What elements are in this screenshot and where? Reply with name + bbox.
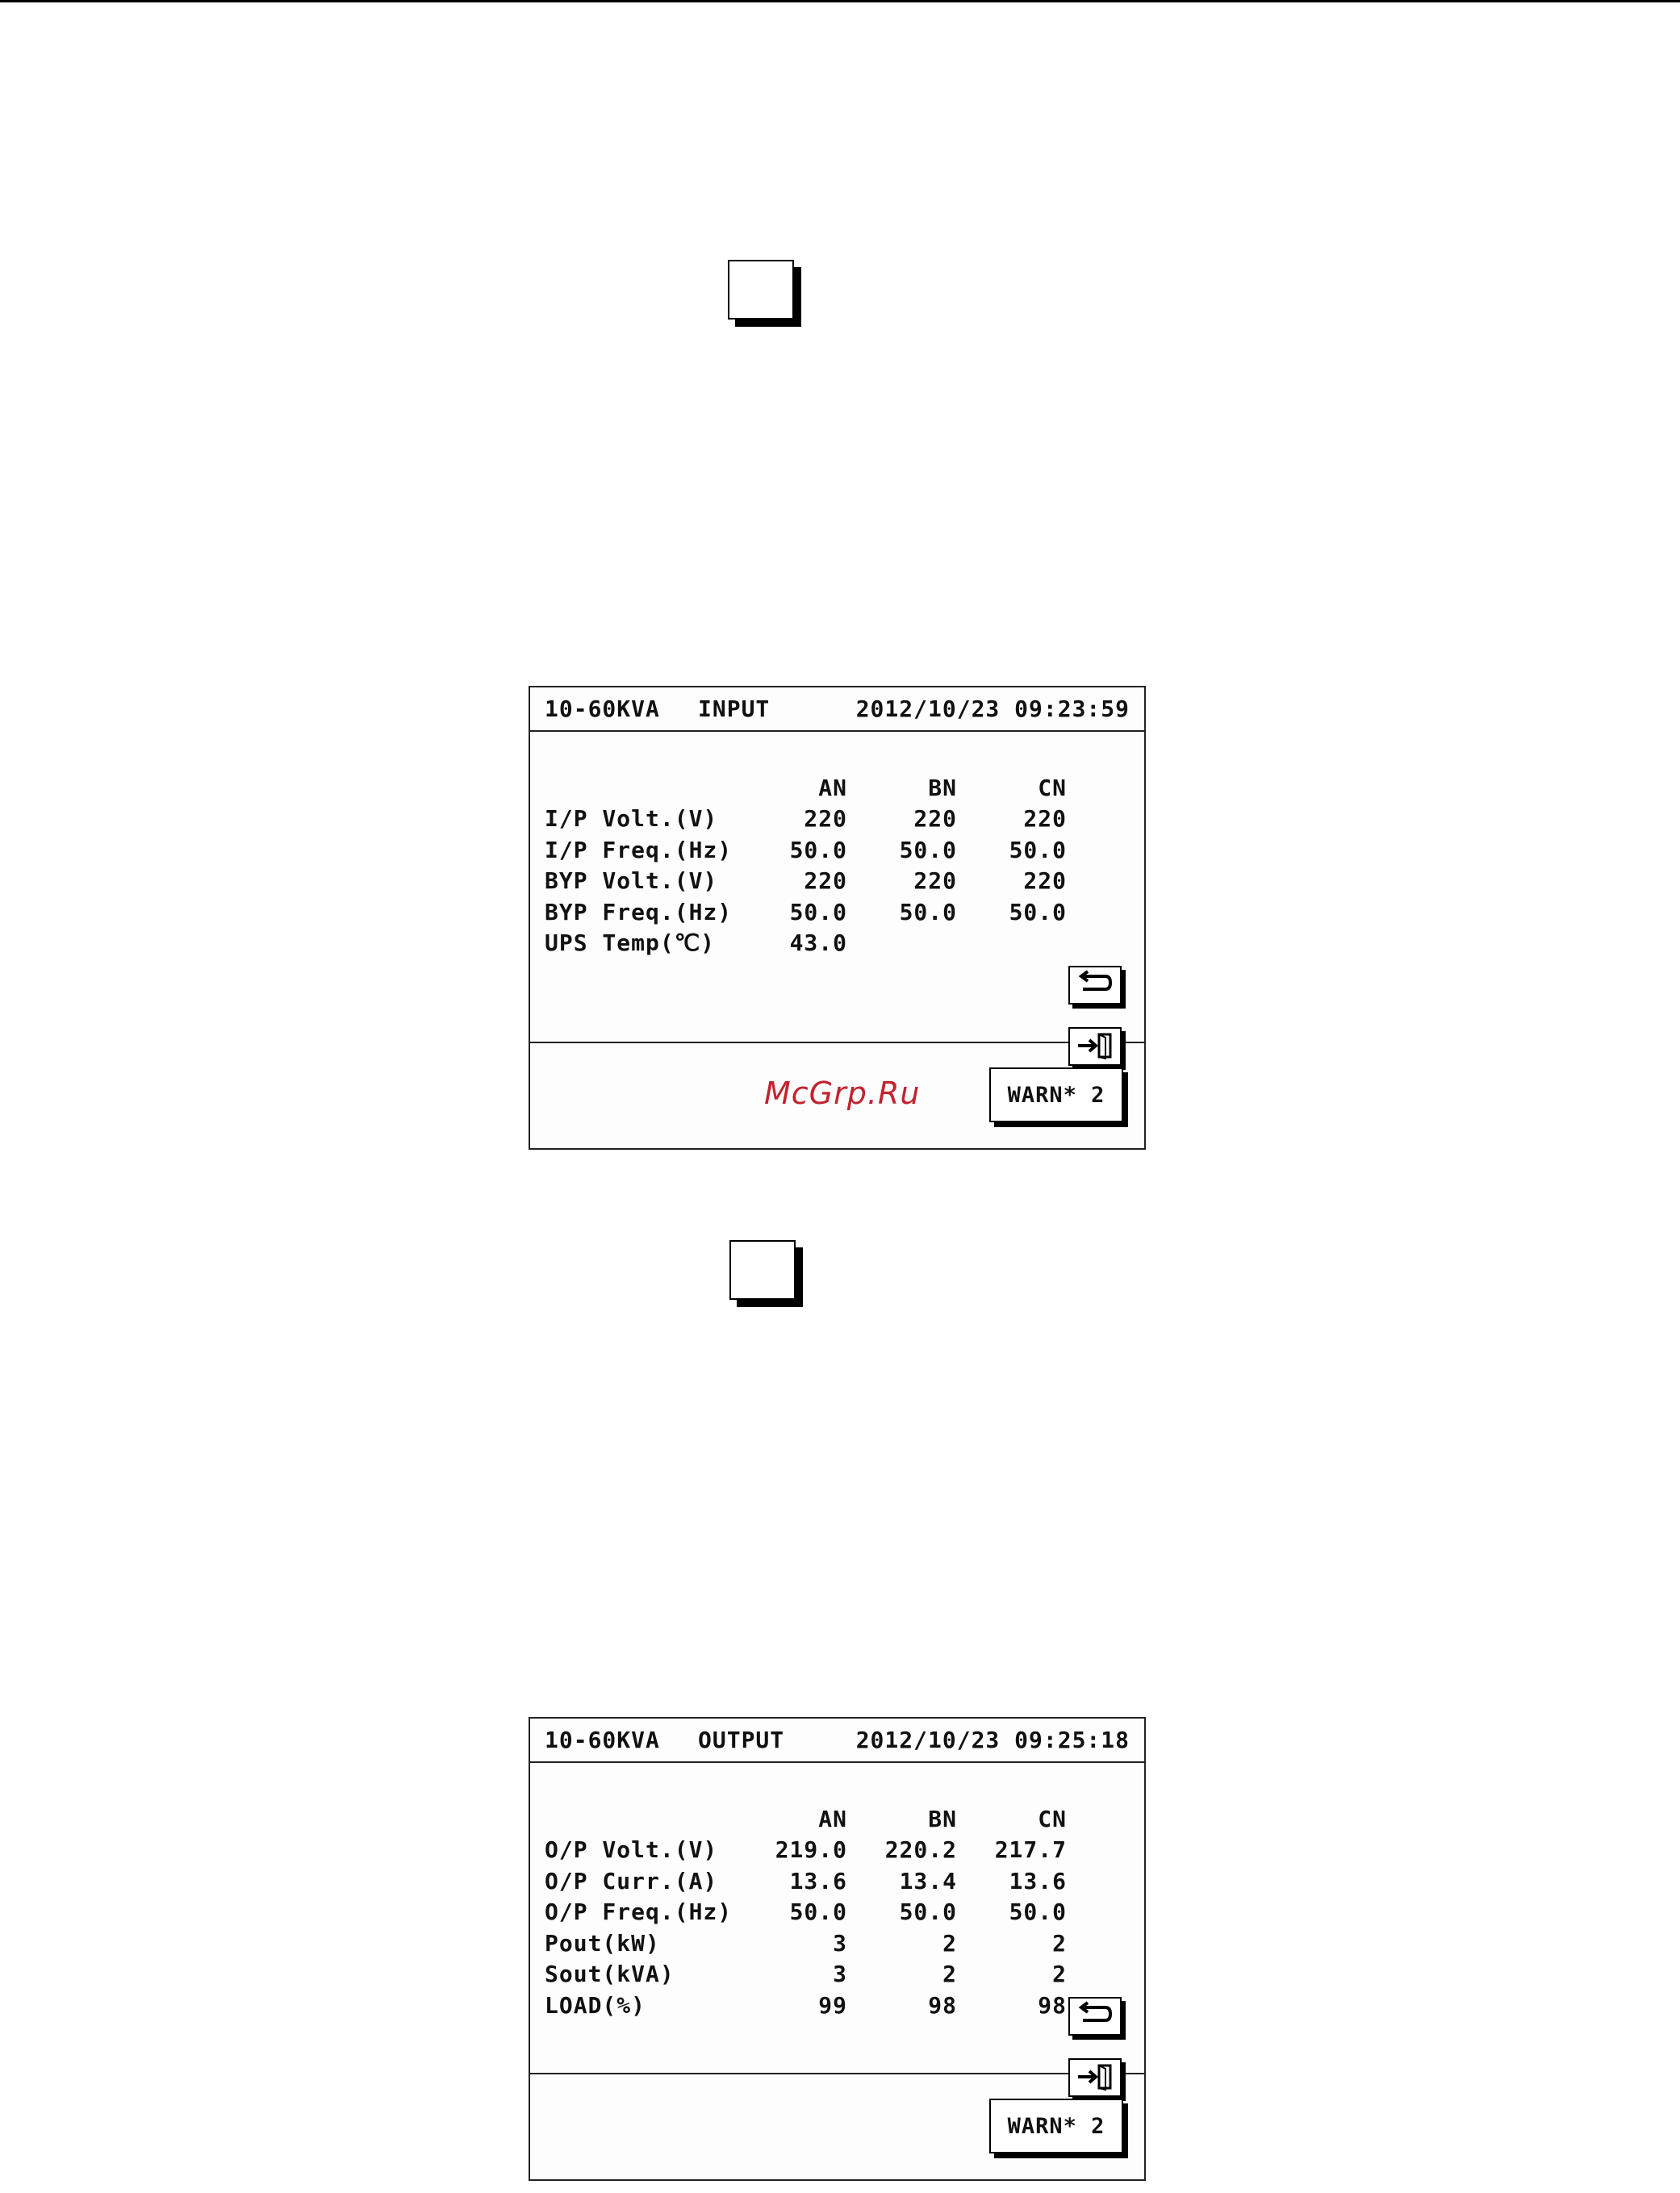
table-row — [545, 1990, 1067, 2021]
value-cell: 13.4 — [899, 1867, 957, 1894]
value-cell: 220 — [1023, 805, 1067, 833]
row-label: Pout(kW) — [545, 1929, 660, 1957]
column-header: CN — [1038, 1805, 1067, 1832]
value-cell: 50.0 — [899, 1899, 957, 1926]
value-cell: 99 — [818, 1991, 847, 2019]
value-cell: 2 — [942, 1961, 957, 1988]
row-label: O/P Freq.(Hz) — [545, 1899, 733, 1926]
lcd-header — [530, 1719, 1144, 1763]
table-row — [545, 1865, 1067, 1897]
return-arrow-icon — [1075, 970, 1115, 999]
column-header: AN — [818, 1805, 847, 1832]
row-label: BYP Freq.(Hz) — [545, 898, 733, 925]
value-cell: 220 — [804, 867, 847, 895]
value-cell: 2 — [942, 1929, 957, 1957]
value-cell: 220 — [913, 805, 957, 833]
lcd-body — [530, 1763, 1144, 2074]
row-label: I/P Freq.(Hz) — [545, 836, 733, 863]
table-row — [545, 1835, 1067, 1866]
value-cell: 2 — [1052, 1961, 1067, 1988]
warning-button[interactable]: WARN* 2 — [989, 1067, 1123, 1122]
table-row — [545, 896, 1067, 928]
measurement-table — [545, 1803, 1067, 2021]
value-cell: 3 — [833, 1929, 847, 1957]
table-row — [545, 834, 1067, 866]
value-cell: 50.0 — [899, 836, 957, 863]
page-top-rule — [0, 0, 1680, 2]
row-label: LOAD(%) — [545, 1991, 646, 2019]
row-label: Sout(kVA) — [545, 1961, 675, 1988]
row-label: O/P Volt.(V) — [545, 1836, 718, 1864]
column-header: BN — [928, 774, 957, 801]
table-row — [545, 1897, 1067, 1928]
value-cell: 217.7 — [994, 1836, 1067, 1864]
value-cell: 50.0 — [1009, 898, 1067, 925]
value-cell: 50.0 — [789, 1899, 847, 1926]
warning-button[interactable]: WARN* 2 — [989, 2099, 1123, 2153]
column-header: CN — [1038, 774, 1067, 801]
lcd-header — [530, 687, 1144, 732]
back-button[interactable] — [1068, 966, 1122, 1005]
value-cell: 220 — [1023, 867, 1067, 895]
table-row — [545, 1959, 1067, 1990]
value-cell: 220 — [913, 867, 957, 895]
watermark-text: McGrp.Ru — [764, 1076, 921, 1111]
table-header-row — [545, 772, 1067, 804]
model-label: 10-60KVA — [545, 695, 660, 722]
value-cell: 219.0 — [775, 1836, 847, 1864]
column-header: AN — [818, 774, 847, 801]
datetime: 2012/10/23 09:23:59 — [855, 695, 1130, 722]
table-row — [545, 928, 1067, 959]
lcd-footer — [530, 2074, 1144, 2179]
row-label: BYP Volt.(V) — [545, 867, 718, 895]
value-cell: 50.0 — [789, 898, 847, 925]
value-cell: 43.0 — [789, 929, 847, 957]
value-cell: 50.0 — [1009, 836, 1067, 863]
table-header-row — [545, 1803, 1067, 1835]
screen-title: INPUT — [698, 695, 771, 722]
model-label: 10-60KVA — [545, 1727, 660, 1753]
table-row — [545, 866, 1067, 897]
key-marker-box — [728, 260, 794, 320]
column-header: BN — [928, 1805, 957, 1832]
return-arrow-icon — [1075, 2001, 1115, 2030]
row-label: I/P Volt.(V) — [545, 805, 718, 833]
value-cell: 220.2 — [884, 1836, 957, 1864]
screen-title: OUTPUT — [698, 1727, 785, 1753]
key-marker-box — [729, 1240, 796, 1300]
table-row — [545, 1928, 1067, 1959]
value-cell: 13.6 — [789, 1867, 847, 1894]
value-cell: 2 — [1052, 1929, 1067, 1957]
value-cell: 50.0 — [1009, 1899, 1067, 1926]
datetime: 2012/10/23 09:25:18 — [855, 1727, 1130, 1753]
lcd-body — [530, 732, 1144, 1043]
value-cell: 13.6 — [1009, 1867, 1067, 1894]
output-lcd-panel — [529, 1717, 1146, 2181]
row-label: UPS Temp(℃) — [545, 929, 716, 957]
table-row — [545, 804, 1067, 835]
measurement-table — [545, 772, 1067, 959]
value-cell: 220 — [804, 805, 847, 833]
value-cell: 98 — [1038, 1991, 1067, 2019]
value-cell: 50.0 — [789, 836, 847, 863]
value-cell: 98 — [928, 1991, 957, 2019]
value-cell: 3 — [833, 1961, 847, 1988]
lcd-footer — [530, 1043, 1144, 1148]
back-button[interactable] — [1068, 1997, 1122, 2036]
row-label: O/P Curr.(A) — [545, 1867, 718, 1894]
value-cell: 50.0 — [899, 898, 957, 925]
input-lcd-panel — [529, 686, 1146, 1150]
